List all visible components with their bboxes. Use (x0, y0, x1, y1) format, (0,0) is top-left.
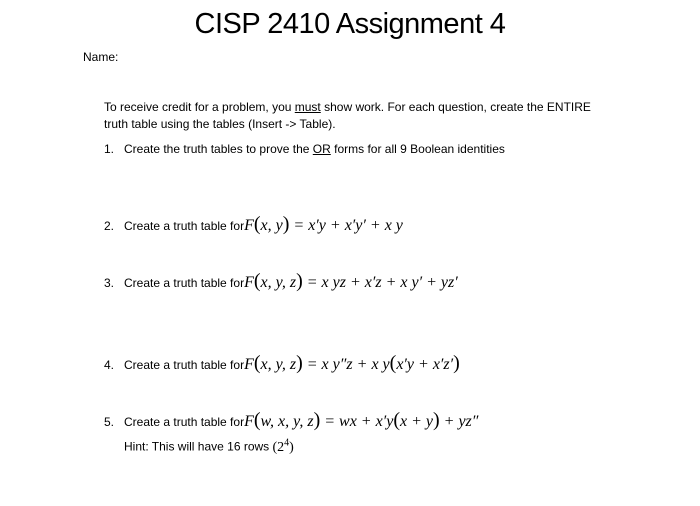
question-number: 1. (104, 142, 115, 156)
close-paren: ) (282, 213, 290, 235)
instructions-paragraph (104, 99, 604, 133)
open-paren: ( (253, 409, 261, 431)
function-args: x, y, z (260, 356, 297, 373)
instructions-must-emphasis: must (294, 100, 321, 114)
function-args: x, y, z (260, 274, 297, 291)
hint-line (124, 437, 294, 456)
open-paren: ( (253, 213, 261, 235)
question-number: 3. (104, 276, 115, 290)
instructions-text-part2: show work. For each question, create the ENTIRE truth table using the tables (Insert -> Table). (104, 100, 591, 131)
function-args: w, x, y, z (260, 413, 314, 430)
question-text-after: forms for all 9 Boolean identities (330, 142, 505, 156)
hint-text: Hint: This will have 16 rows (124, 439, 273, 454)
expression-inner: x′y + x′z′ (396, 356, 454, 373)
hint-exponent: 4 (284, 437, 290, 448)
question-2 (104, 213, 403, 235)
boolean-expression (244, 352, 460, 374)
question-3 (104, 270, 458, 292)
close-paren: ) (296, 352, 303, 374)
question-number: 5. (104, 415, 115, 429)
question-text: Create a truth table for (124, 276, 245, 290)
open-paren: ( (393, 409, 400, 431)
function-name: F (244, 274, 254, 291)
open-paren: ( (253, 270, 261, 292)
expression-rhs: = x′y + x′y′ + x y (293, 217, 403, 234)
expression-rhs: = x yz + x′z + x y′ + yz′ (306, 274, 458, 291)
question-5 (104, 409, 479, 431)
instructions-text-part1: To receive credit for a problem, you (104, 100, 295, 114)
question-text: Create a truth table for (124, 358, 245, 372)
function-args: x, y (260, 217, 283, 234)
boolean-expression (244, 270, 458, 292)
function-name: F (244, 217, 254, 234)
boolean-expression (244, 409, 479, 431)
name-label: Name: (83, 50, 119, 64)
expression-rhs-tail: + yz″ (439, 413, 479, 430)
close-paren: ) (432, 409, 440, 431)
question-1 (104, 142, 505, 156)
boolean-expression (244, 213, 403, 235)
question-number: 2. (104, 219, 115, 233)
expression-rhs: = wx + x′y (324, 413, 394, 430)
hint-power: $(2^4)$ (272, 437, 294, 455)
function-name: F (244, 356, 254, 373)
expression-rhs: = x y″z + x y (306, 356, 390, 373)
question-text: Create a truth table for (124, 415, 245, 429)
question-4 (104, 352, 460, 374)
page-title: CISP 2410 Assignment 4 (194, 8, 506, 40)
question-text: Create a truth table for (124, 219, 245, 233)
expression-inner: x + y (399, 413, 433, 430)
question-or-emphasis: OR (312, 142, 331, 156)
function-name: F (244, 413, 254, 430)
hint-base: 2 (277, 439, 285, 455)
question-number: 4. (104, 358, 115, 372)
close-paren: ) (313, 409, 321, 431)
question-text-before: Create the truth tables to prove the (124, 142, 313, 156)
close-paren: ) (453, 352, 460, 374)
close-paren: ) (296, 270, 303, 292)
open-paren: ( (389, 352, 397, 374)
question-text (124, 142, 505, 156)
open-paren: ( (253, 352, 261, 374)
